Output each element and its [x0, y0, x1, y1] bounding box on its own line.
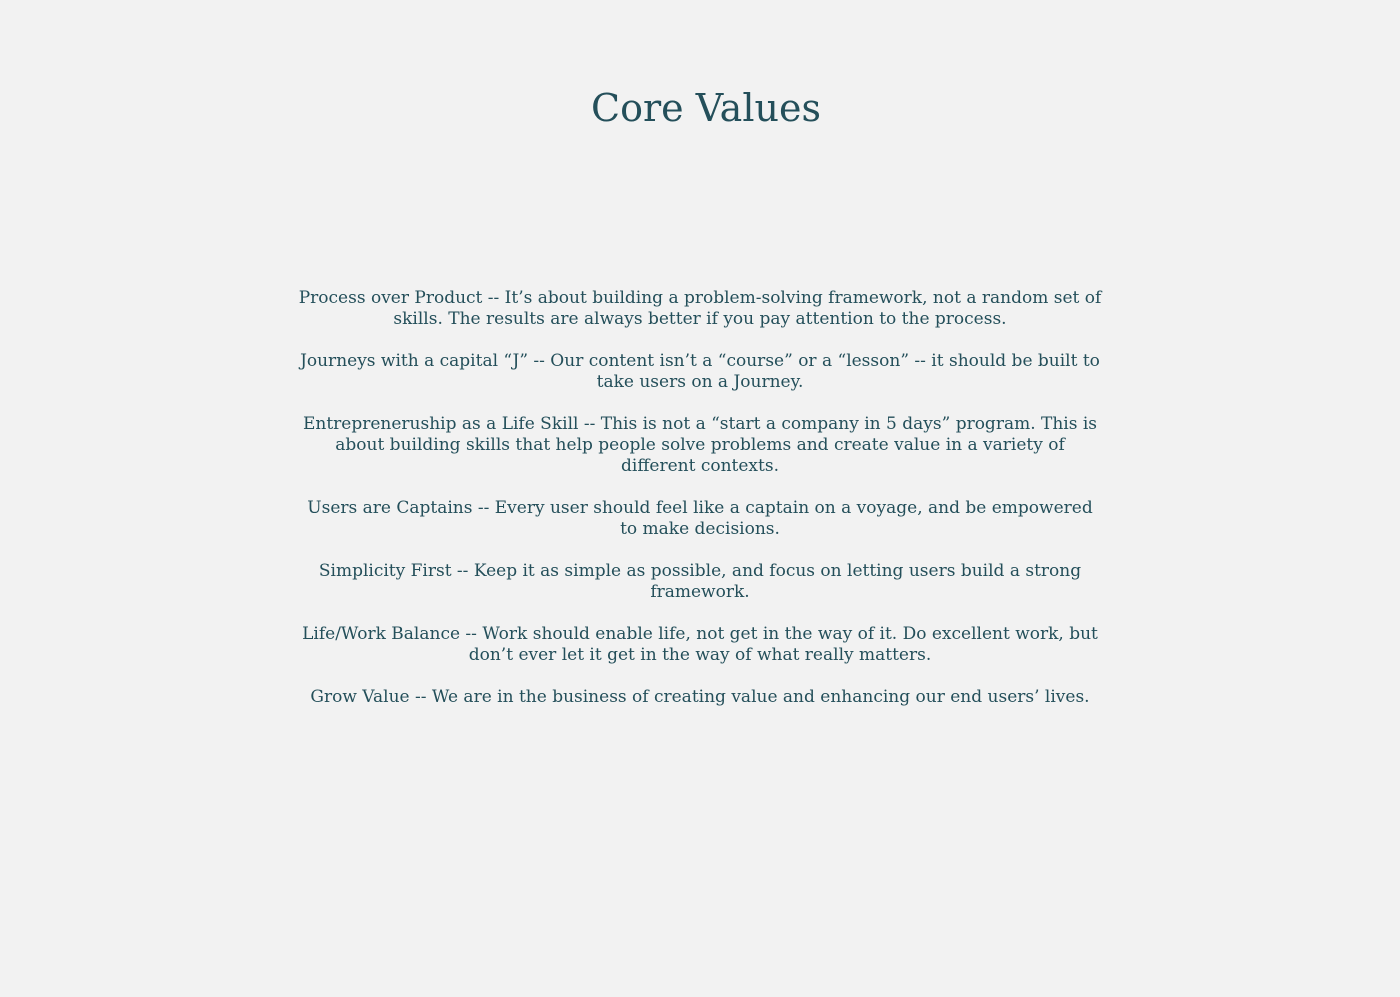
value-users-are-captains: Users are Captains -- Every user should feel like a captain on a voyage, and be empowered to make decisions.: [307, 498, 1093, 539]
value-simplicity-first: Simplicity First -- Keep it as simple as possible, and focus on letting users build a strong framework.: [318, 561, 1082, 602]
value-grow-value: Grow Value -- We are in the business of creating value and enhancing our end users’ lives.: [310, 687, 1090, 707]
page-title: Core Values: [591, 86, 821, 130]
value-process-over-product: Process over Product -- It’s about building a problem-solving framework, not a random set of skills. The results are always better if you pay attention to the process.: [298, 288, 1102, 329]
value-journeys: Journeys with a capital “J” -- Our content isn’t a “course” or a “lesson” -- it should be built to take users on a Journey.: [300, 351, 1100, 392]
core-values-list: [298, 288, 1102, 708]
value-life-work-balance: Life/Work Balance -- Work should enable life, not get in the way of it. Do excellent work, but don’t ever let it get in the way of what really matters.: [302, 624, 1098, 665]
value-entrepreneurship: Entrepreneruship as a Life Skill -- This is not a “start a company in 5 days” program. This is about building skills that help people solve problems and create value in a variety of different contexts.: [302, 414, 1098, 476]
